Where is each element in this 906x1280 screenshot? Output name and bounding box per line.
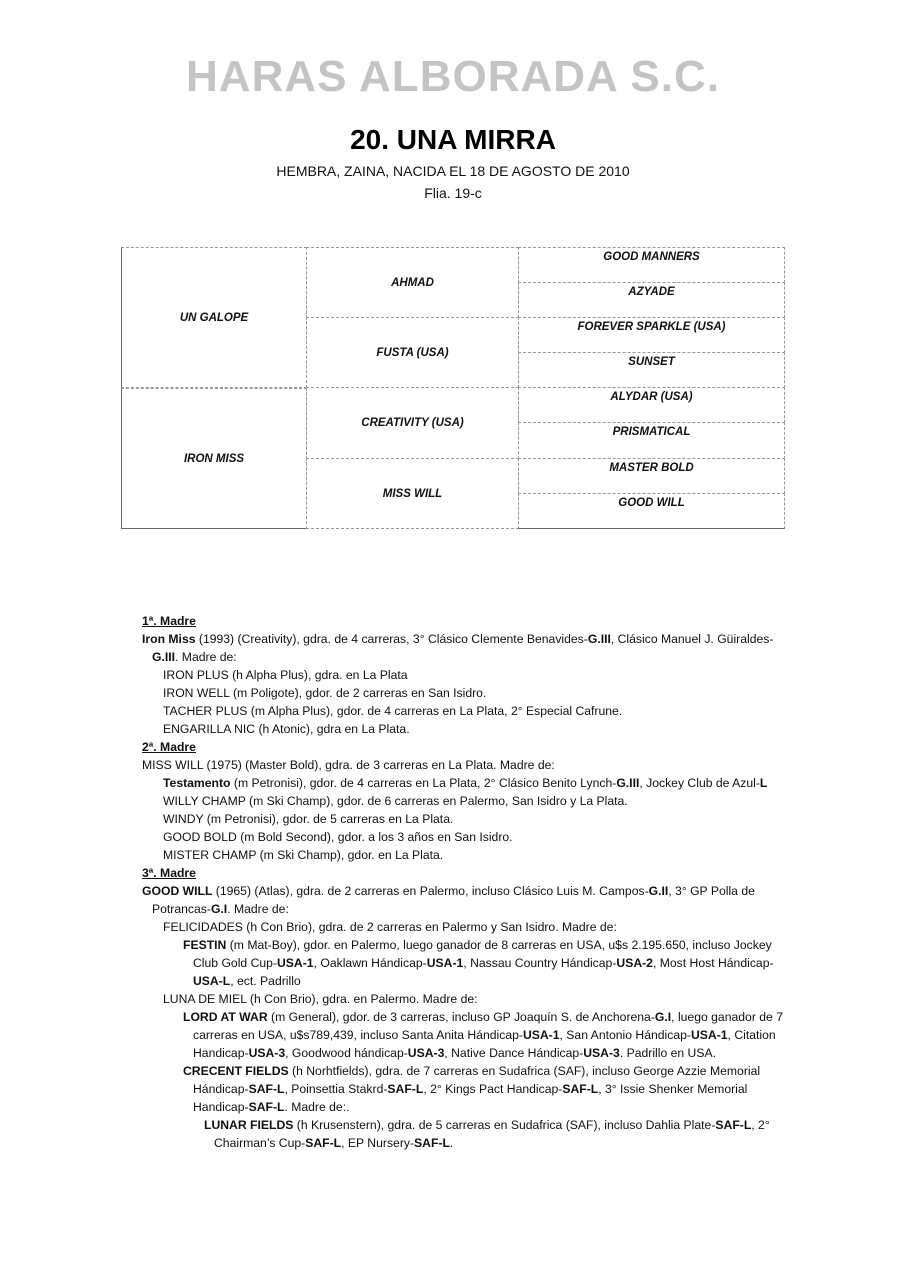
horse-description: HEMBRA, ZAINA, NACIDA EL 18 DE AGOSTO DE 2010 [276,163,630,179]
produce-entry: LUNA DE MIEL (h Con Brio), gdra. en Palermo. Madre de: [163,992,478,1006]
pedigree-ggp-2: AZYADE [518,282,785,318]
dam-entry: Iron Miss (1993) (Creativity), gdra. de 4 carreras, 3° Clásico Clemente Benavides-G.III, Clásico Manuel J. Güiraldes-G.III. Madre de: [142,632,774,664]
family-number: Flia. 19-c [424,185,482,201]
section-heading-second-dam: 2ª. Madre [142,740,196,754]
dam-entry: MISS WILL (1975) (Master Bold), gdra. de 3 carreras en La Plata. Madre de: [142,758,555,772]
produce-entry: IRON WELL (m Poligote), gdor. de 2 carreras en San Isidro. [163,686,487,700]
produce-entry: FELICIDADES (h Con Brio), gdra. de 2 carreras en Palermo y San Isidro. Madre de: [163,920,617,934]
pedigree-ggp-5: ALYDAR (USA) [518,387,785,423]
produce-entry: WILLY CHAMP (m Ski Champ), gdor. de 6 carreras en Palermo, San Isidro y La Plata. [163,794,628,808]
brand-title: HARAS ALBORADA S.C. [186,52,720,101]
pedigree-dam-dam: MISS WILL [306,458,519,529]
pedigree-dam: IRON MISS [121,388,307,529]
produce-entry: FESTIN (m Mat-Boy), gdor. en Palermo, luego ganador de 8 carreras en USA, u$s 2.195.650, incluso Jockey Club Gold Cup-USA-1, Oaklawn Hándicap-USA-1, Nassau Country Hándicap-USA-2, Most Host Hándicap-USA-L, ect. Padrillo [183,938,774,988]
pedigree-sire: UN GALOPE [121,247,307,388]
produce-entry: MISTER CHAMP (m Ski Champ), gdor. en La Plata. [163,848,444,862]
page-title: 20. UNA MIRRA [350,124,556,155]
produce-entry: ENGARILLA NIC (h Atonic), gdra en La Plata. [163,722,410,736]
pedigree-ggp-1: GOOD MANNERS [518,247,785,283]
produce-entry: LUNAR FIELDS (h Krusenstern), gdra. de 5 carreras en Sudafrica (SAF), incluso Dahlia Plate-SAF-L, 2° Chairman’s Cup-SAF-L, EP Nursery-SAF-L. [204,1118,770,1150]
dam-entry: GOOD WILL (1965) (Atlas), gdra. de 2 carreras en Palermo, incluso Clásico Luis M. Campos-G.II, 3° GP Polla de Potrancas-G.I. Madre de: [142,884,755,916]
pedigree-dam-sire: CREATIVITY (USA) [306,387,519,459]
section-heading-first-dam: 1ª. Madre [142,614,196,628]
produce-entry: WINDY (m Petronisi), gdor. de 5 carreras en La Plata. [163,812,454,826]
pedigree-ggp-4: SUNSET [518,352,785,388]
pedigree-ggp-7: MASTER BOLD [518,458,785,494]
pedigree-ggp-6: PRISMATICAL [518,422,785,459]
section-heading-third-dam: 3ª. Madre [142,866,196,880]
produce-entry: Testamento (m Petronisi), gdor. de 4 carreras en La Plata, 2° Clásico Benito Lynch-G.III, Jockey Club de Azul-L [163,776,768,790]
pedigree-sire-sire: AHMAD [306,247,519,318]
pedigree-sire-dam: FUSTA (USA) [306,317,519,388]
produce-entry: CRECENT FIELDS (h Norhtfields), gdra. de 7 carreras en Sudafrica (SAF), incluso George Azzie Memorial Hándicap-SAF-L, Poinsettia Stakrd-SAF-L, 2° Kings Pact Handicap-SAF-L, 3° Issie Shenker Memorial Handicap-SAF-L. Madre de:. [183,1064,761,1114]
pedigree-ggp-3: FOREVER SPARKLE (USA) [518,317,785,353]
produce-notes [142,612,792,1152]
produce-entry: IRON PLUS (h Alpha Plus), gdra. en La Plata [163,668,408,682]
pedigree-ggp-8: GOOD WILL [518,493,785,529]
produce-entry: GOOD BOLD (m Bold Second), gdor. a los 3 años en San Isidro. [163,830,513,844]
pedigree-table [121,247,785,529]
produce-entry: LORD AT WAR (m General), gdor. de 3 carreras, incluso GP Joaquín S. de Anchorena-G.I, luego ganador de 7 carreras en USA, u$s789,439, incluso Santa Anita Hándicap-USA-1, San Antonio Hándicap-USA-1, Citation Handicap-USA-3, Goodwood hándicap-USA-3, Native Dance Hándicap-USA-3. Padrillo en USA. [183,1010,783,1060]
produce-entry: TACHER PLUS (m Alpha Plus), gdor. de 4 carreras en La Plata, 2° Especial Cafrune. [163,704,623,718]
